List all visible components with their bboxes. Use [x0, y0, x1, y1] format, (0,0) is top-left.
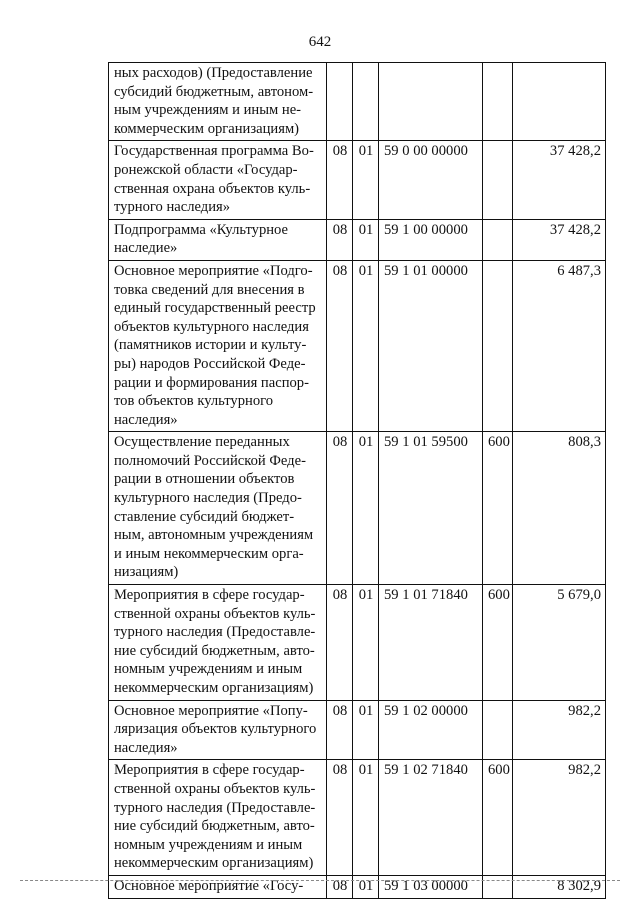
amount-cell: 5 679,0	[513, 585, 606, 701]
expense-type-cell	[483, 700, 513, 760]
amount-cell: 982,2	[513, 700, 606, 760]
item-name-cell: ных расходов) (Предоставление субсидий бюджетным, автоном-ным учреждениям и иным не-коммерческим организациям)	[109, 63, 327, 141]
amount-cell: 808,3	[513, 432, 606, 585]
section-cell: 08	[327, 141, 353, 219]
section-cell: 08	[327, 432, 353, 585]
target-code-cell: 59 1 03 00000	[379, 875, 483, 898]
item-name-cell: Государственная программа Во-ронежской области «Государ-ственная охрана объектов куль-турного наследия»	[109, 141, 327, 219]
amount-cell: 37 428,2	[513, 141, 606, 219]
amount-cell: 982,2	[513, 760, 606, 876]
section-cell: 08	[327, 585, 353, 701]
item-name-cell: Мероприятия в сфере государ-ственной охраны объектов куль-турного наследия (Предоставле-ние субсидий бюджетным, авто-номным учреждениям и иным некоммерческим организациям)	[109, 585, 327, 701]
target-code-cell: 59 1 02 00000	[379, 700, 483, 760]
target-code-cell: 59 1 01 00000	[379, 260, 483, 431]
table-row	[109, 432, 606, 585]
subsection-cell: 01	[353, 432, 379, 585]
footer-dashed-rule	[20, 880, 620, 881]
target-code-cell	[379, 63, 483, 141]
table-row	[109, 875, 606, 898]
table-row	[109, 260, 606, 431]
item-name-cell: Подпрограмма «Культурное наследие»	[109, 219, 327, 260]
item-name-cell: Мероприятия в сфере государ-ственной охраны объектов куль-турного наследия (Предоставле-ние субсидий бюджетным, авто-номным учреждениям и иным некоммерческим организациям)	[109, 760, 327, 876]
subsection-cell: 01	[353, 219, 379, 260]
item-name-cell: Основное мероприятие «Госу-	[109, 875, 327, 898]
subsection-cell: 01	[353, 700, 379, 760]
subsection-cell: 01	[353, 585, 379, 701]
subsection-cell	[353, 63, 379, 141]
section-cell: 08	[327, 260, 353, 431]
expense-type-cell	[483, 875, 513, 898]
item-name-cell: Осуществление переданных полномочий Российской Феде-рации в отношении объектов культурного наследия (Предо-ставление субсидий бюджет-ным, автономным учреждениям и иным некоммерческим орга-низациям)	[109, 432, 327, 585]
page-number: 642	[308, 34, 332, 50]
expense-type-cell: 600	[483, 585, 513, 701]
section-cell: 08	[327, 700, 353, 760]
item-name-cell: Основное мероприятие «Попу-ляризация объектов культурного наследия»	[109, 700, 327, 760]
section-cell: 08	[327, 760, 353, 876]
expense-type-cell	[483, 260, 513, 431]
budget-table	[108, 62, 606, 899]
table-row	[109, 760, 606, 876]
subsection-cell: 01	[353, 260, 379, 431]
expense-type-cell: 600	[483, 760, 513, 876]
expense-type-cell: 600	[483, 432, 513, 585]
expense-type-cell	[483, 63, 513, 141]
budget-table-body	[109, 63, 606, 899]
amount-cell: 37 428,2	[513, 219, 606, 260]
subsection-cell: 01	[353, 760, 379, 876]
section-cell	[327, 63, 353, 141]
subsection-cell: 01	[353, 141, 379, 219]
section-cell: 08	[327, 219, 353, 260]
section-cell: 08	[327, 875, 353, 898]
target-code-cell: 59 1 02 71840	[379, 760, 483, 876]
amount-cell: 8 302,9	[513, 875, 606, 898]
table-row	[109, 141, 606, 219]
table-row	[109, 700, 606, 760]
subsection-cell: 01	[353, 875, 379, 898]
expense-type-cell	[483, 219, 513, 260]
table-row	[109, 585, 606, 701]
table-row	[109, 219, 606, 260]
target-code-cell: 59 1 01 59500	[379, 432, 483, 585]
expense-type-cell	[483, 141, 513, 219]
item-name-cell: Основное мероприятие «Подго-товка сведений для внесения в единый государственный реестр объектов культурного наследия (памятников истории и культу-ры) народов Российской Феде-рации и формирования паспор-тов объектов культурного наследия»	[109, 260, 327, 431]
target-code-cell: 59 1 01 71840	[379, 585, 483, 701]
target-code-cell: 59 0 00 00000	[379, 141, 483, 219]
amount-cell	[513, 63, 606, 141]
amount-cell: 6 487,3	[513, 260, 606, 431]
table-row	[109, 63, 606, 141]
target-code-cell: 59 1 00 00000	[379, 219, 483, 260]
